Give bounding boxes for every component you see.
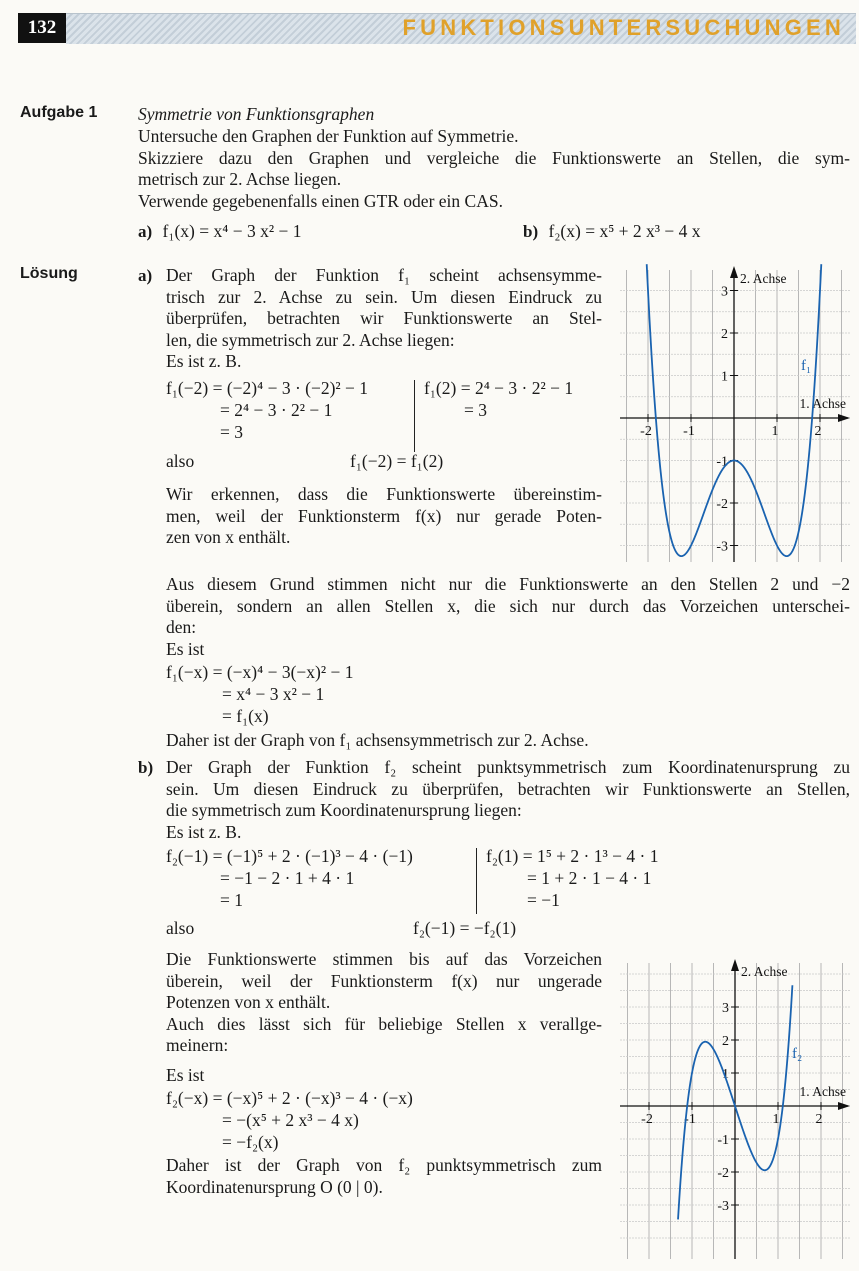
y-axis-label: 2. Achse — [741, 964, 788, 979]
task-line: Skizziere dazu den Graphen und vergleiche die Funktionswerte an Stellen, die sym- — [138, 147, 850, 168]
calc-line: = 1 + 2 · 1 − 4 · 1 — [527, 868, 652, 888]
x-tick-label: 2 — [814, 424, 822, 439]
calc-line: = −1 − 2 · 1 + 4 · 1 — [220, 868, 355, 888]
calc-line: = f₁(x) — [222, 706, 269, 726]
also-label: also — [166, 451, 195, 471]
solution-a-final: Daher ist der Graph von f₁ achsensymmetrisch zur 2. Achse. — [166, 730, 589, 750]
solution-a-explain — [166, 484, 602, 549]
text-line: den: — [166, 617, 197, 637]
solution-b-label: b) — [138, 758, 154, 777]
calc-line: = −(x⁵ + 2 x³ − 4 x) — [222, 1110, 359, 1130]
text-line: zen von x enthält. — [166, 527, 291, 547]
x-tick-label: -2 — [641, 1112, 653, 1127]
calc-line: = −1 — [527, 890, 560, 910]
y-tick-label: -2 — [717, 1166, 729, 1181]
y-tick-label: 1 — [722, 1067, 729, 1082]
text-line: Koordinatenursprung O (0 | 0). — [166, 1176, 383, 1197]
task-part-b — [523, 221, 701, 243]
calc-line: = 3 — [220, 422, 243, 442]
y-tick-label: -3 — [717, 1199, 729, 1214]
task-line: metrisch zur 2. Achse liegen. — [138, 169, 342, 189]
x-axis-label: 1. Achse — [799, 1084, 846, 1099]
task-text — [138, 126, 850, 212]
task-line: Verwende gegebenenfalls einen GTR oder ein CAS. — [138, 190, 503, 211]
y-tick-label: 2 — [721, 327, 728, 342]
solution-b-explain — [166, 949, 602, 1057]
calc-divider — [476, 848, 477, 914]
solution-label: Lösung — [20, 265, 78, 282]
text-line: überein, sondern an allen Stellen x, die sich nur durch das Vorzeichen unterschei- — [166, 595, 850, 616]
task-label: Aufgabe 1 — [20, 104, 98, 121]
y-tick-label: -1 — [716, 454, 728, 470]
page-number: 132 — [18, 13, 66, 43]
calc-line: = 1 — [220, 890, 243, 910]
y-tick-label: 1 — [721, 369, 728, 385]
text-line: Daher ist der Graph von f₂ punktsymmetrisch zum — [166, 1155, 602, 1175]
x-axis-arrow — [838, 1102, 850, 1110]
text-line: men, weil der Funktionsterm f(x) nur gerade Poten- — [166, 505, 602, 526]
solution-a-intro — [166, 265, 602, 373]
conclusion-equation: f₂(−1) = −f₂(1) — [413, 918, 517, 938]
graph-f1 — [620, 262, 850, 562]
calc-line: f₂(1) = 1⁵ + 2 · 1³ − 4 · 1 — [486, 846, 659, 866]
calc-line: f₁(2) = 2⁴ − 3 · 2² − 1 — [424, 378, 574, 398]
text-line: Es ist z. B. — [166, 821, 242, 842]
calc-line: f₁(−2) = (−2)⁴ − 3 · (−2)² − 1 — [166, 378, 369, 398]
y-tick-label: 3 — [722, 1001, 729, 1016]
calc-line: = −f₂(x) — [222, 1132, 279, 1152]
graph-f2 — [620, 955, 850, 1259]
text-line: Der Graph der Funktion f₁ scheint achsensymme- — [166, 265, 602, 285]
x-axis-label: 1. Achse — [799, 396, 846, 411]
x-tick-label: -2 — [640, 424, 652, 439]
calc-line: = x⁴ − 3 x² − 1 — [222, 684, 325, 704]
solution-b-intro — [166, 757, 850, 843]
conclusion-equation: f₁(−2) = f₁(2) — [350, 451, 444, 471]
text-line: trisch zur 2. Achse zu sein. Um diesen Eindruck zu — [166, 286, 602, 307]
task-part-a — [138, 221, 301, 243]
text-line: meinern: — [166, 1035, 229, 1055]
y-tick-label: 2 — [722, 1034, 729, 1049]
calc-line: f₁(−x) = (−x)⁴ − 3(−x)² − 1 — [166, 662, 354, 682]
text-line: len, die symmetrisch zur 2. Achse liegen: — [166, 329, 455, 350]
x-tick-label: 1 — [772, 1112, 780, 1127]
task-title: Symmetrie von Funktionsgraphen — [138, 104, 375, 124]
text-line: überprüfen, betrachten wir Funktionswerte an Stel- — [166, 308, 602, 328]
es-ist-label: Es ist — [166, 1065, 205, 1085]
y-axis-label: 2. Achse — [740, 271, 787, 286]
calc-divider — [414, 380, 415, 452]
y-tick-label: -1 — [717, 1133, 729, 1148]
text-line: Es ist — [166, 638, 205, 659]
curve-label: f₁ — [801, 358, 812, 374]
y-axis-arrow — [731, 959, 739, 971]
x-tick-label: 2 — [815, 1112, 823, 1127]
text-line: die symmetrisch zum Koordinatenursprung liegen: — [166, 800, 522, 820]
calc-line: = 2⁴ − 3 · 2² − 1 — [220, 400, 333, 420]
solution-b-final — [166, 1155, 602, 1198]
calc-line: f₂(−1) = (−1)⁵ + 2 · (−1)³ − 4 · (−1) — [166, 846, 413, 866]
text-line: Auch dies lässt sich für beliebige Stellen x verallge- — [166, 1013, 602, 1034]
calc-line: = 3 — [464, 400, 487, 420]
curve-label: f₂ — [792, 1046, 803, 1062]
x-tick-label: -1 — [683, 424, 695, 439]
text-line: Der Graph der Funktion f₂ scheint punktsymmetrisch zum Koordinatenursprung zu — [166, 757, 850, 777]
x-tick-label: -1 — [684, 1112, 696, 1127]
x-tick-label: 1 — [771, 424, 779, 439]
task-a-function: f₁(x) = x⁴ − 3 x² − 1 — [162, 221, 302, 241]
text-line: sein. Um diesen Eindruck zu überprüfen, betrachten wir Funktionswerte an Stellen, — [166, 778, 850, 799]
text-line: Wir erkennen, dass die Funktionswerte übereinstim- — [166, 484, 602, 504]
chapter-title: FUNKTIONSUNTERSUCHUNGEN — [402, 15, 845, 40]
text-line: Aus diesem Grund stimmen nicht nur die Funktionswerte an den Stellen 2 und −2 — [166, 574, 850, 594]
task-a-label: a) — [138, 222, 153, 241]
y-tick-label: -2 — [716, 497, 728, 512]
text-line: Potenzen von x enthält. — [166, 992, 331, 1012]
y-tick-label: -3 — [716, 539, 728, 555]
solution-a-label: a) — [138, 266, 153, 285]
y-axis-arrow — [730, 266, 738, 278]
task-b-label: b) — [523, 222, 539, 241]
solution-a-general — [166, 574, 850, 660]
x-axis-arrow — [838, 414, 850, 422]
text-line: überein, weil der Funktionsterm f(x) nur ungerade — [166, 970, 602, 991]
also-label: also — [166, 918, 195, 938]
calc-line: f₂(−x) = (−x)⁵ + 2 · (−x)³ − 4 · (−x) — [166, 1088, 413, 1108]
task-line: Untersuche den Graphen der Funktion auf Symmetrie. — [138, 126, 519, 146]
y-tick-label: 3 — [721, 284, 728, 300]
text-line: Die Funktionswerte stimmen bis auf das Vorzeichen — [166, 949, 602, 969]
task-b-function: f₂(x) = x⁵ + 2 x³ − 4 x — [548, 221, 701, 241]
text-line: Es ist z. B. — [166, 351, 242, 371]
